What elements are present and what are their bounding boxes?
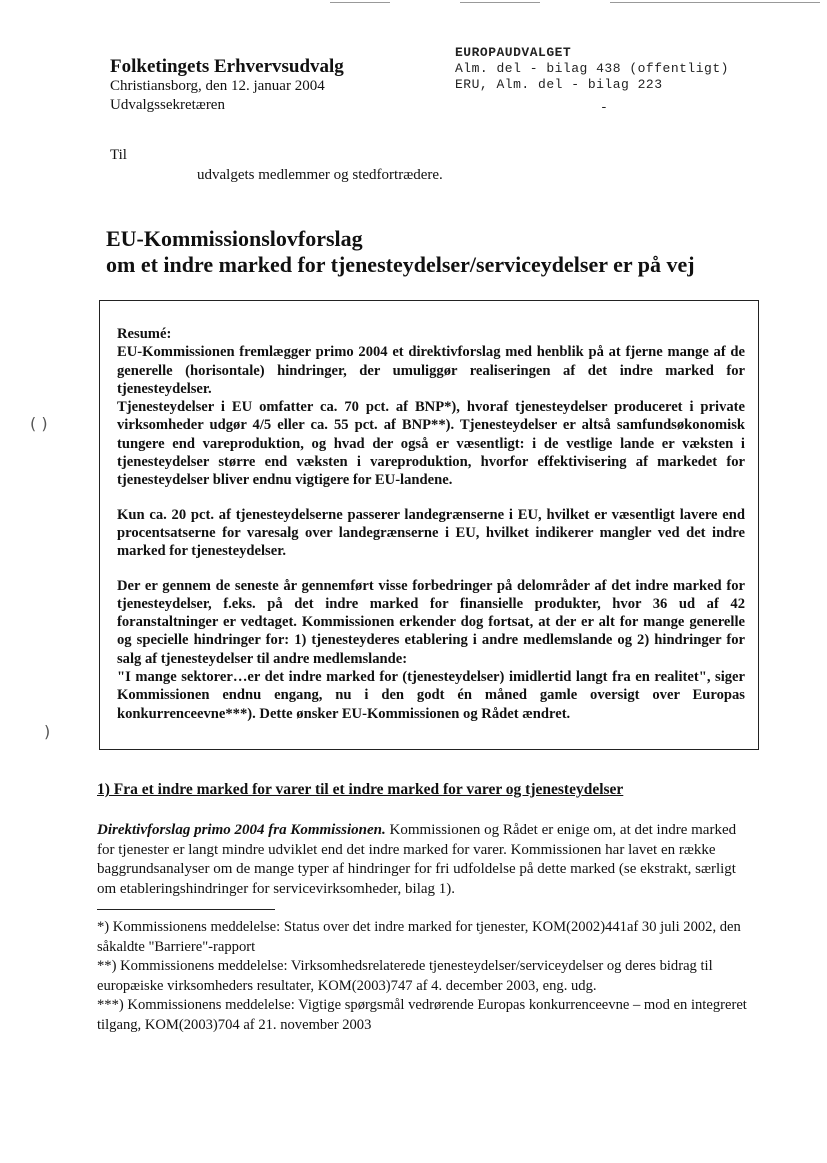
scan-edge-line xyxy=(330,2,390,3)
summary-box xyxy=(99,300,759,750)
document-title xyxy=(106,226,695,278)
recipient-label: Til xyxy=(110,147,127,163)
section-1-heading: 1) Fra et indre marked for varer til et indre marked for varer og tjenesteydelser xyxy=(97,781,624,798)
summary-paragraph-2: Kun ca. 20 pct. af tjenesteydelserne passerer landegrænserne i EU, hvilket er væsentligt lavere end procentsatserne for varesalg over landegrænserne i EU, hvilket indikerer mangler ved det indre marked for tjenesteydelser. xyxy=(117,506,745,560)
summary-paragraph-3a: Der er gennem de seneste år gennemført visse forbedringer på delområder af det indre marked for tjenesteydelser, f.eks. på det indre marked for finansielle produkter, hvor 36 ud af 42 foranstaltninger er vedtaget. Kommissionen erkender dog fortsat, at der er alt for mange generelle og specielle hindringer for: 1) tjenesteyderes etablering i andre medlemslande og 2) hindringer for salg af tjenesteydelser til andre medlemslande: xyxy=(117,577,745,667)
section-1-text: Kommissionen og Rådet er enige om, at det indre marked for tjenester er langt mindre udviklet end det indre marked for varer. Kommissionen har lavet en række baggrundsanalyser om de mange typer af hindringer for fri udfoldelse på dette marked (se ekstrakt, særligt om etableringshindringer for servicevirksomheder, bilag 1). xyxy=(97,822,737,897)
summary-heading: Resumé: xyxy=(117,326,172,342)
punch-hole-mark: ) xyxy=(44,722,51,741)
stamp-bilag-2: ERU, Alm. del - bilag 223 xyxy=(455,77,663,92)
sender-name: Folketingets Erhvervsudvalg xyxy=(110,56,344,77)
department: Udvalgssekretæren xyxy=(110,97,225,113)
summary-paragraph-3b: "I mange sektorer…er det indre marked for (tjenesteydelser) imidlertid langt fra en realitet", siger Kommissionen endnu engang, nu i den godt én måned gamle oversigt over Europas konkurrenceevne***). Dette ønsker EU-Kommissionen og Rådet ændret. xyxy=(117,669,745,722)
stamp-committee: EUROPAUDVALGET xyxy=(455,45,572,60)
scan-edge-line xyxy=(610,2,820,3)
scan-edge-line xyxy=(460,2,540,3)
section-1-lead: Direktivforslag primo 2004 fra Kommissionen. xyxy=(97,822,386,838)
stamp-bilag-1: Alm. del - bilag 438 (offentligt) xyxy=(455,61,729,76)
stamp-mark: - xyxy=(600,100,609,115)
section-1-paragraph xyxy=(97,821,757,899)
footnote-3: ***) Kommissionens meddelelse: Vigtige spørgsmål vedrørende Europas konkurrenceevne – mod en integreret tilgang, KOM(2003)704 af 21. november 2003 xyxy=(97,997,747,1033)
footnote-1: *) Kommissionens meddelelse: Status over det indre marked for tjenester, KOM(2002)441af 30 juli 2002, den såkaldte "Barriere"-rapport xyxy=(97,919,741,955)
footnotes xyxy=(97,918,765,1036)
summary-paragraph-1b: Tjenesteydelser i EU omfatter ca. 70 pct. af BNP*), hvoraf tjenesteydelser produceret i private virksomheder udgør 4/5 eller ca. 55 pct. af BNP**). Tjenesteydelser er altså samfundsøkonomisk tungere end vareproduktion, og hvad der også er væsentligt: i de vestlige lande er væksten i tjenesteydelser større end væksten i vareproduktion, hvorfor effektivisering af markedet for tjenesteydelser bliver endnu vigtigere for EU-landene. xyxy=(117,399,745,489)
title-line-2: om et indre marked for tjenesteydelser/serviceydelser er på vej xyxy=(106,252,695,277)
footnote-rule xyxy=(97,909,275,910)
place-date: Christiansborg, den 12. januar 2004 xyxy=(110,78,325,94)
summary-paragraph-1a: EU-Kommissionen fremlægger primo 2004 et direktivforslag med henblik på at fjerne mange af de generelle (horisontale) hindringer, der umuliggør realiseringen af det indre marked for tjenesteydelser. xyxy=(117,344,745,397)
punch-hole-mark: ( ) xyxy=(30,414,48,433)
title-line-1: EU-Kommissionslovforslag xyxy=(106,226,363,251)
recipient-text: udvalgets medlemmer og stedfortrædere. xyxy=(197,167,443,183)
footnote-2: **) Kommissionens meddelelse: Virksomhedsrelaterede tjenesteydelser/serviceydelser og deres bidrag til europæiske virksomheders resultater, KOM(2003)747 af 4. december 2003, eng. udg. xyxy=(97,958,713,994)
